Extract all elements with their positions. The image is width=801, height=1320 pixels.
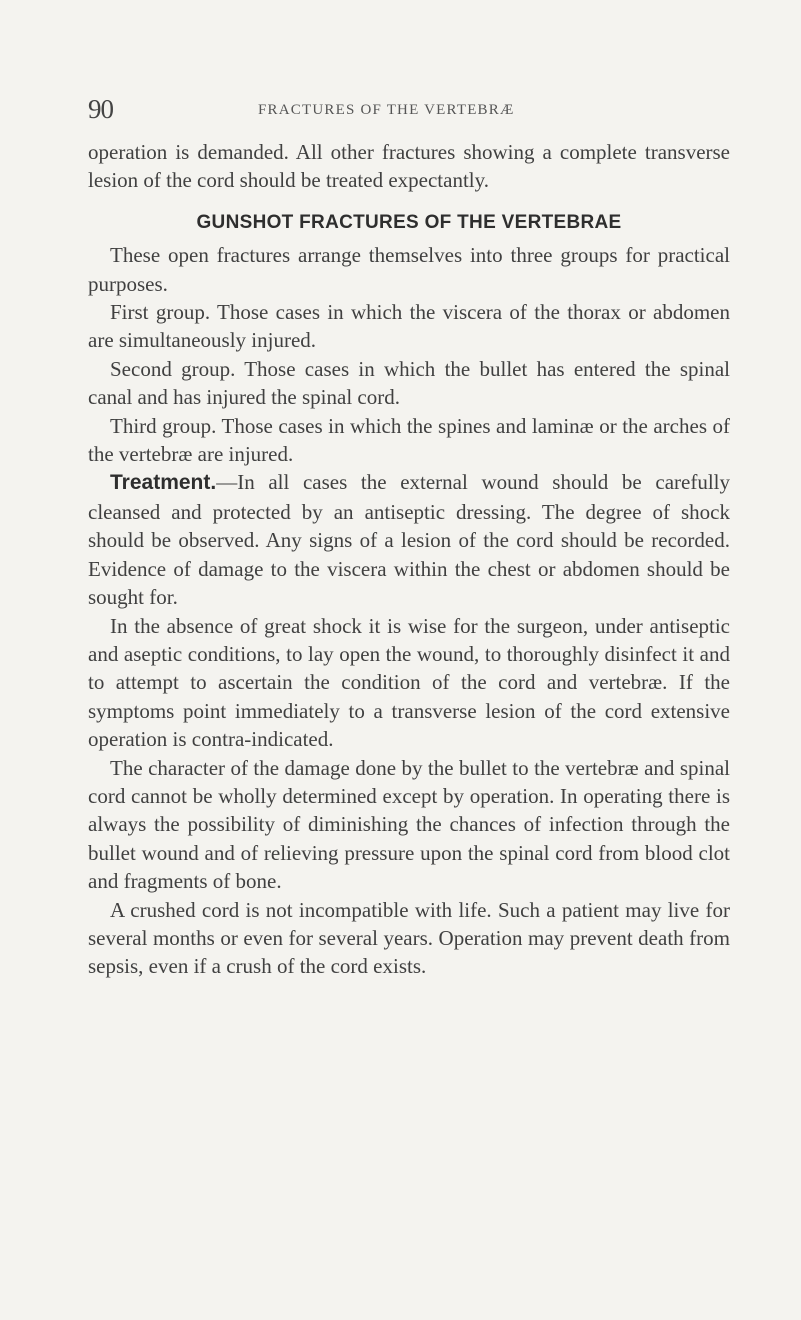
page-number: 90 — [88, 94, 113, 124]
running-title: FRACTURES OF THE VERTEBRÆ — [258, 102, 515, 118]
paragraph-absence-of-shock: In the absence of great shock it is wise for the surgeon, under antiseptic and aseptic conditions, to lay open the wound, to thoroughly disinfect it and to attempt to ascertain the condition of the cord and vertebræ. If the symptoms point immediately to a transverse lesion of the cord extensive operation is contra-indicated. — [88, 613, 730, 752]
paragraph-first-group: First group. Those cases in which the viscera of the thorax or abdomen are simultaneously injured. — [88, 300, 730, 353]
paragraph-crushed-cord: A crushed cord is not incompatible with life. Such a patient may live for several months or even for several years. Operation may prevent death from sepsis, even if a crush of the cord exists. — [88, 897, 730, 979]
paragraph-character-of-damage: The character of the damage done by the bullet to the vertebræ and spinal cord cannot be wholly determined except by operation. In operating there is always the possibility of diminishing the chances of infection through the bullet wound and of relieving pressure upon the spinal cord from blood clot and fragments of bone. — [88, 755, 730, 894]
section-heading: GUNSHOT FRACTURES OF THE VERTEBRAE — [196, 211, 622, 233]
paragraph-continued: operation is demanded. All other fractures showing a complete transverse lesion of the cord should be treated expectantly. — [88, 140, 730, 193]
paragraph-second-group: Second group. Those cases in which the bullet has entered the spinal canal and has injured the spinal cord. — [88, 356, 730, 410]
treatment-text: —In all cases the external wound should be carefully cleansed and protected by an antiseptic dressing. The degree of shock should be observed. Any signs of a lesion of the cord should be recorded. Evidence of damage to the viscera within the chest or abdomen should be sought for. — [88, 470, 730, 610]
paragraph-third-group: Third group. Those cases in which the spines and laminæ or the arches of the vertebræ are injured. — [88, 413, 730, 467]
paragraph-treatment — [88, 468, 730, 611]
treatment-run-in-heading: Treatment. — [110, 471, 217, 495]
running-head — [88, 94, 728, 124]
body-text — [88, 138, 730, 981]
paragraph-groups-intro: These open fractures arrange themselves into three groups for practical purposes. — [88, 243, 730, 296]
